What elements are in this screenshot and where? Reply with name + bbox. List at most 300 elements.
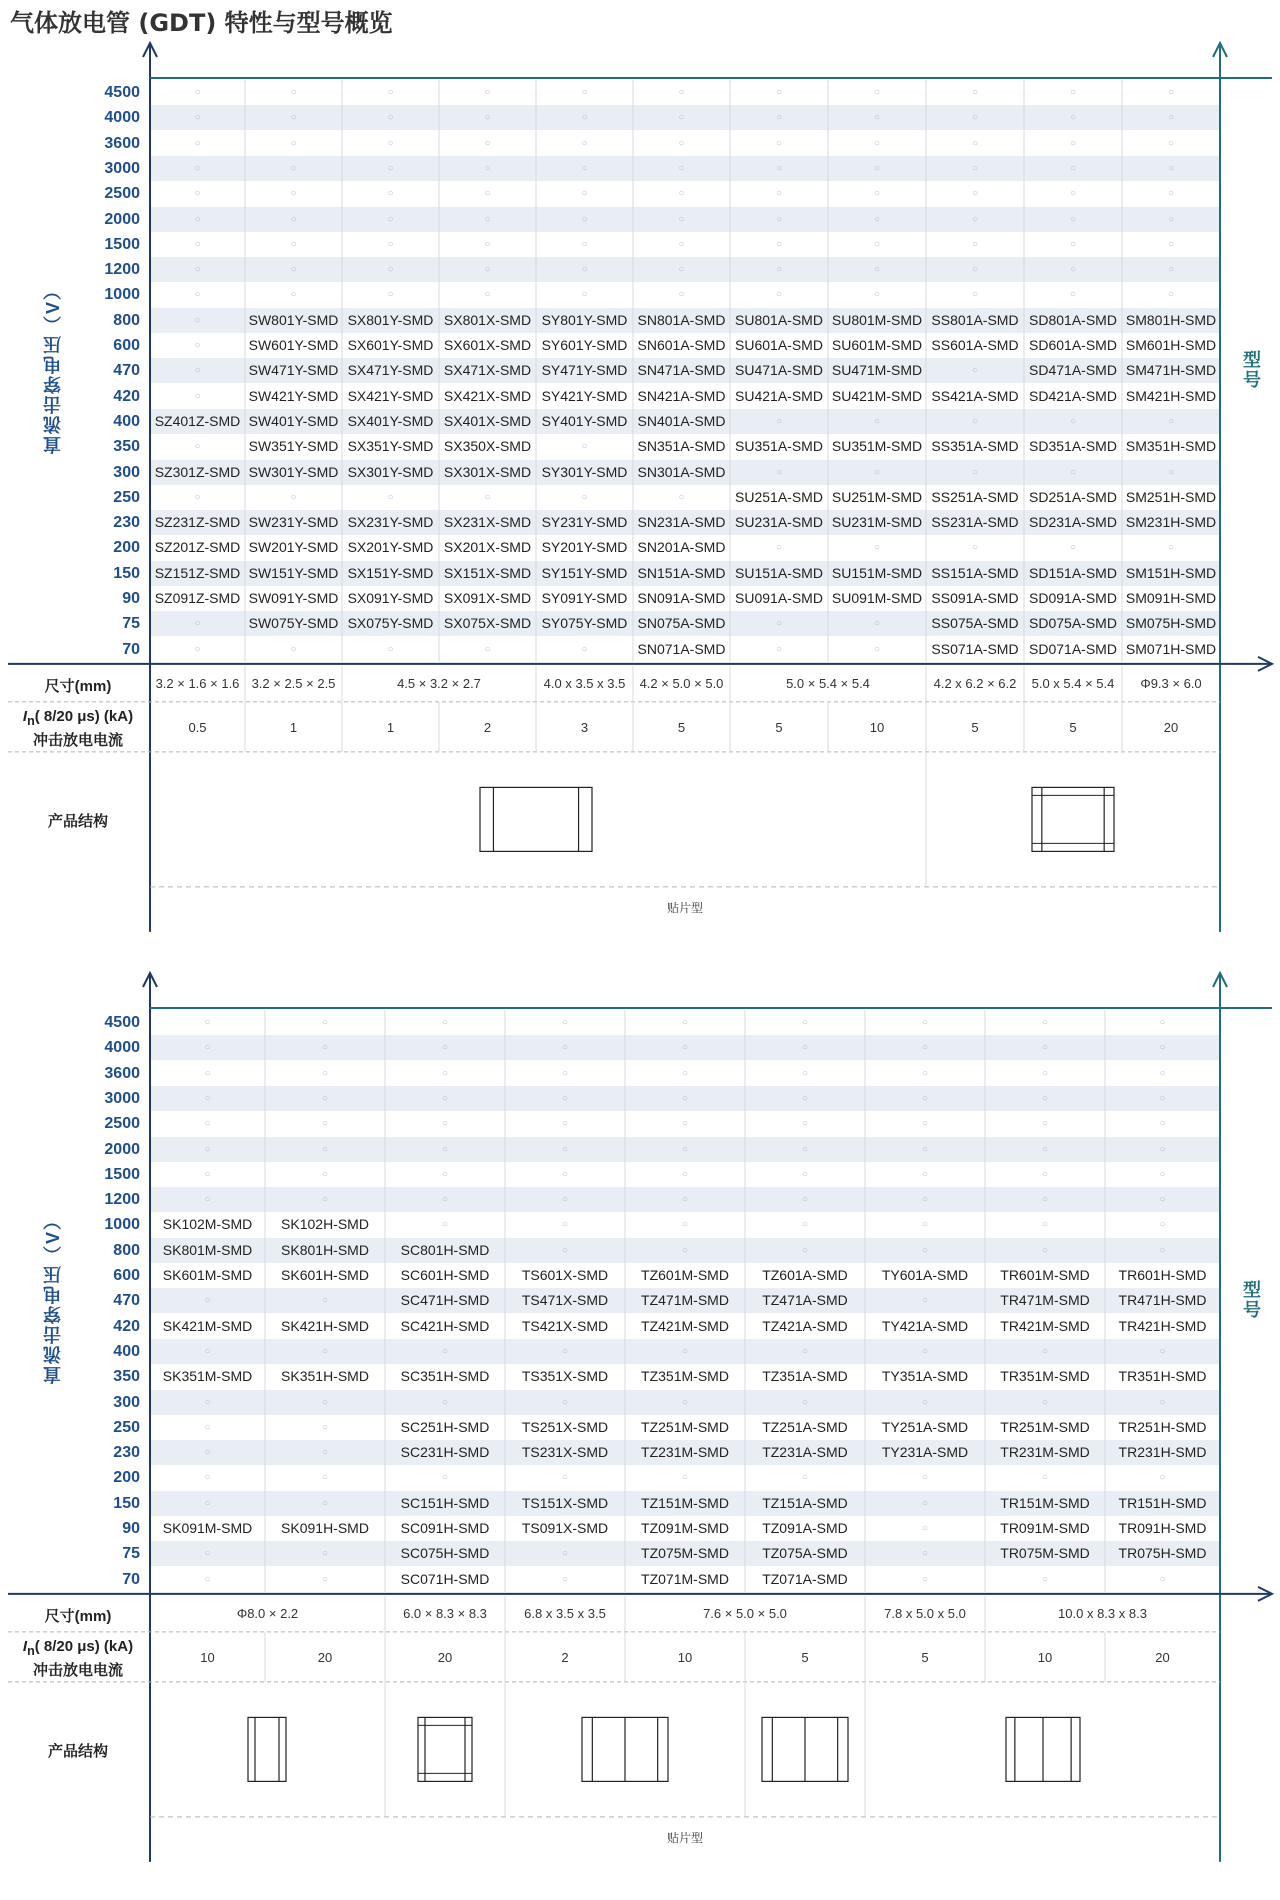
model-cell[interactable]: SN301A-SMD xyxy=(637,463,726,480)
model-cell[interactable]: SS801A-SMD xyxy=(931,311,1019,328)
empty-cell-mark: ○ xyxy=(561,1042,569,1054)
empty-cell-mark: ○ xyxy=(921,1548,929,1560)
model-cell[interactable]: SM351H-SMD xyxy=(1125,438,1217,455)
empty-cell-mark: ○ xyxy=(775,112,783,124)
empty-cell-mark: ○ xyxy=(775,137,783,149)
model-cell[interactable]: TR601M-SMD xyxy=(1000,1267,1090,1283)
empty-cell-mark: ○ xyxy=(801,1472,809,1484)
model-cell[interactable]: TZ231M-SMD xyxy=(641,1444,729,1461)
empty-cell-mark: ○ xyxy=(484,238,491,250)
empty-cell-mark: ○ xyxy=(1041,1092,1049,1104)
model-cell[interactable]: SX201Y-SMD xyxy=(347,539,434,556)
model-cell[interactable]: SK601H-SMD xyxy=(281,1267,369,1283)
model-cell[interactable]: TR601H-SMD xyxy=(1118,1267,1207,1283)
empty-cell-mark: ○ xyxy=(921,1573,929,1585)
model-cell[interactable]: SW075Y-SMD xyxy=(248,615,339,632)
model-cell[interactable]: TZ471M-SMD xyxy=(641,1292,729,1309)
empty-cell-mark: ○ xyxy=(204,1421,211,1433)
model-cell[interactable]: TY421A-SMD xyxy=(881,1317,969,1334)
empty-cell-mark: ○ xyxy=(1069,112,1077,124)
current-row-label xyxy=(8,707,148,750)
model-cell[interactable]: SD075A-SMD xyxy=(1029,615,1117,632)
empty-cell-mark: ○ xyxy=(775,213,783,225)
empty-cell-mark: ○ xyxy=(290,491,297,503)
model-cell[interactable]: SN601A-SMD xyxy=(637,337,726,353)
model-cell[interactable]: TR251H-SMD xyxy=(1118,1418,1207,1435)
model-cell[interactable]: SD421A-SMD xyxy=(1029,387,1117,404)
empty-cell-mark: ○ xyxy=(194,390,201,402)
model-cell[interactable]: SD251A-SMD xyxy=(1029,488,1117,505)
model-cell[interactable]: TR231H-SMD xyxy=(1118,1444,1207,1461)
model-cell[interactable]: SS421A-SMD xyxy=(931,387,1019,404)
model-cell[interactable]: TR421M-SMD xyxy=(1000,1317,1090,1334)
model-cell[interactable]: SK801M-SMD xyxy=(162,1241,253,1258)
model-cell[interactable]: TZ075M-SMD xyxy=(641,1545,729,1562)
model-cell[interactable]: TR471M-SMD xyxy=(1000,1292,1090,1309)
model-cell[interactable]: TR231M-SMD xyxy=(1000,1444,1090,1461)
voltage-tick-label: 400 xyxy=(113,1342,140,1360)
empty-cell-mark: ○ xyxy=(1159,1092,1166,1104)
empty-cell-mark: ○ xyxy=(204,1548,211,1560)
model-cell[interactable]: SW421Y-SMD xyxy=(248,387,339,404)
model-cell[interactable]: SC421H-SMD xyxy=(400,1317,490,1334)
empty-cell-mark: ○ xyxy=(921,1092,929,1104)
model-cell[interactable]: SK091M-SMD xyxy=(162,1520,253,1536)
model-cell[interactable]: SY201Y-SMD xyxy=(541,539,628,556)
size-value: 6.8 x 3.5 x 3.5 xyxy=(524,1605,606,1621)
model-cell[interactable]: SD231A-SMD xyxy=(1029,514,1117,531)
model-cell[interactable]: SX601X-SMD xyxy=(443,337,532,353)
model-cell[interactable]: SX351Y-SMD xyxy=(347,438,434,455)
model-cell[interactable]: SU231A-SMD xyxy=(735,514,823,531)
model-cell[interactable]: SX201X-SMD xyxy=(443,539,532,556)
empty-cell-mark: ○ xyxy=(681,1244,689,1256)
package-type-label: 贴片型 xyxy=(666,900,703,915)
model-cell[interactable]: TR351H-SMD xyxy=(1118,1368,1207,1385)
model-cell[interactable]: SU601M-SMD xyxy=(831,337,923,353)
empty-cell-mark: ○ xyxy=(387,491,394,503)
model-cell[interactable]: SK421M-SMD xyxy=(162,1317,253,1334)
voltage-tick-label: 470 xyxy=(113,1292,140,1310)
model-cell[interactable]: TR075H-SMD xyxy=(1118,1545,1207,1562)
model-cell[interactable]: SX350X-SMD xyxy=(443,438,532,455)
model-cell[interactable]: SW201Y-SMD xyxy=(248,539,339,556)
model-cell[interactable]: SW301Y-SMD xyxy=(248,463,339,480)
empty-cell-mark: ○ xyxy=(1069,213,1077,225)
model-cell[interactable]: SM071H-SMD xyxy=(1125,640,1217,657)
smd-structure-rect-icon xyxy=(480,787,592,851)
model-cell[interactable]: SX301Y-SMD xyxy=(347,463,434,480)
empty-cell-mark: ○ xyxy=(681,1067,689,1079)
current-value: 2 xyxy=(561,1649,569,1665)
model-cell[interactable]: SZ091Z-SMD xyxy=(154,590,241,606)
model-cell[interactable]: TZ075A-SMD xyxy=(762,1545,848,1562)
model-cell[interactable]: TR471H-SMD xyxy=(1118,1292,1207,1309)
empty-cell-mark: ○ xyxy=(581,491,588,503)
empty-cell-mark: ○ xyxy=(775,289,783,301)
model-cell[interactable]: SX091Y-SMD xyxy=(347,590,434,606)
model-cell[interactable]: TZ351A-SMD xyxy=(762,1368,848,1385)
model-cell[interactable]: SX231Y-SMD xyxy=(347,514,434,531)
model-cell[interactable]: SU421A-SMD xyxy=(735,387,823,404)
model-cell[interactable]: SS091A-SMD xyxy=(931,590,1019,606)
model-cell[interactable]: TR421H-SMD xyxy=(1118,1317,1207,1334)
empty-cell-mark: ○ xyxy=(873,466,881,478)
model-cell[interactable]: SY231Y-SMD xyxy=(541,514,628,531)
empty-cell-mark: ○ xyxy=(1041,1219,1049,1231)
model-cell[interactable]: SX401X-SMD xyxy=(443,412,532,429)
model-cell[interactable]: TZ601M-SMD xyxy=(641,1267,729,1283)
empty-cell-mark: ○ xyxy=(1167,264,1175,276)
model-cell[interactable]: SU151M-SMD xyxy=(831,564,923,581)
model-cell[interactable]: SK091H-SMD xyxy=(281,1520,369,1536)
model-cell[interactable]: SU151A-SMD xyxy=(735,564,823,581)
model-cell[interactable]: SU801A-SMD xyxy=(735,311,823,328)
model-cell[interactable]: SY401Y-SMD xyxy=(541,412,628,429)
empty-cell-mark: ○ xyxy=(681,1472,689,1484)
empty-cell-mark: ○ xyxy=(484,162,491,174)
size-row-label: 尺寸(mm) xyxy=(44,677,112,695)
model-cell[interactable]: TR151M-SMD xyxy=(1000,1494,1090,1511)
empty-cell-mark: ○ xyxy=(775,162,783,174)
model-cell[interactable]: SU351A-SMD xyxy=(735,438,823,455)
model-cell[interactable]: SM151H-SMD xyxy=(1125,564,1217,581)
model-cell[interactable]: TS351X-SMD xyxy=(521,1368,609,1385)
empty-cell-mark: ○ xyxy=(1041,1244,1049,1256)
model-cell[interactable]: SN091A-SMD xyxy=(637,590,726,606)
empty-cell-mark: ○ xyxy=(387,137,394,149)
model-cell[interactable]: SU251A-SMD xyxy=(735,488,823,505)
model-cell[interactable]: SM421H-SMD xyxy=(1125,387,1217,404)
model-cell[interactable]: SW601Y-SMD xyxy=(248,337,339,353)
model-cell[interactable]: SS351A-SMD xyxy=(931,438,1019,455)
model-cell[interactable]: SS075A-SMD xyxy=(931,615,1019,632)
model-cell[interactable]: SK421H-SMD xyxy=(281,1317,369,1334)
empty-cell-mark: ○ xyxy=(971,87,979,98)
empty-cell-mark: ○ xyxy=(387,87,394,98)
model-cell[interactable]: SU091M-SMD xyxy=(831,590,923,606)
empty-cell-mark: ○ xyxy=(290,87,297,98)
empty-cell-mark: ○ xyxy=(971,238,979,250)
model-cell[interactable]: TZ251A-SMD xyxy=(762,1418,848,1435)
model-cell[interactable]: SY075Y-SMD xyxy=(541,615,628,632)
model-cell[interactable]: SX421Y-SMD xyxy=(347,387,434,404)
empty-cell-mark: ○ xyxy=(561,1017,569,1028)
model-cell[interactable]: SN401A-SMD xyxy=(637,412,726,429)
model-cell[interactable]: SD351A-SMD xyxy=(1029,438,1117,455)
model-cell[interactable]: SK801H-SMD xyxy=(281,1241,369,1258)
model-cell[interactable]: SN201A-SMD xyxy=(637,539,726,556)
empty-cell-mark: ○ xyxy=(681,1017,689,1028)
model-cell[interactable]: SX075Y-SMD xyxy=(347,615,434,632)
size-value-merged: 4.5 × 3.2 × 2.7 xyxy=(397,675,481,691)
voltage-tick-label: 470 xyxy=(113,362,140,380)
model-cell[interactable]: SW231Y-SMD xyxy=(248,514,339,531)
voltage-tick-label: 1200 xyxy=(104,261,140,279)
model-cell[interactable]: TZ471A-SMD xyxy=(762,1292,848,1309)
empty-cell-mark: ○ xyxy=(1167,188,1175,200)
empty-cell-mark: ○ xyxy=(194,137,201,149)
empty-cell-mark: ○ xyxy=(1167,87,1175,98)
model-cell[interactable]: TZ351M-SMD xyxy=(641,1368,729,1385)
empty-cell-mark: ○ xyxy=(678,137,685,149)
model-cell[interactable]: SS151A-SMD xyxy=(931,564,1019,581)
model-cell[interactable]: TS231X-SMD xyxy=(521,1444,609,1461)
model-cell[interactable]: SD471A-SMD xyxy=(1029,362,1117,379)
smd-structure-square-icon xyxy=(418,1717,472,1781)
model-cell[interactable]: TY251A-SMD xyxy=(881,1418,969,1435)
model-cell[interactable]: TR091M-SMD xyxy=(1000,1520,1090,1536)
model-cell[interactable]: SW091Y-SMD xyxy=(248,590,339,606)
current-value: 1 xyxy=(289,719,298,735)
empty-cell-mark: ○ xyxy=(678,162,685,174)
model-cell[interactable]: SY421Y-SMD xyxy=(541,387,628,404)
size-value: 4.0 x 3.5 x 3.5 xyxy=(543,675,626,691)
model-cell[interactable]: SX801Y-SMD xyxy=(347,311,434,328)
empty-cell-mark: ○ xyxy=(678,188,685,200)
model-cell[interactable]: SX471X-SMD xyxy=(443,362,532,379)
model-cell[interactable]: SZ151Z-SMD xyxy=(154,564,241,581)
model-cell[interactable]: SK601M-SMD xyxy=(162,1267,253,1283)
model-cell[interactable]: SU421M-SMD xyxy=(831,387,923,404)
empty-cell-mark: ○ xyxy=(1069,264,1077,276)
model-cell[interactable]: SY301Y-SMD xyxy=(541,463,628,480)
model-cell[interactable]: SN801A-SMD xyxy=(637,311,726,328)
size-value: 4.2 × 5.0 × 5.0 xyxy=(639,675,724,691)
empty-cell-mark: ○ xyxy=(290,643,297,655)
model-cell[interactable]: SU801M-SMD xyxy=(831,311,923,328)
model-cell[interactable]: SX601Y-SMD xyxy=(347,337,434,353)
voltage-tick-label: 350 xyxy=(113,1368,140,1386)
voltage-tick-label: 200 xyxy=(113,539,140,557)
model-cell[interactable]: SN075A-SMD xyxy=(637,615,726,632)
model-cell[interactable]: SX401Y-SMD xyxy=(347,412,434,429)
model-cell[interactable]: TY601A-SMD xyxy=(881,1267,969,1283)
model-cell[interactable]: SY151Y-SMD xyxy=(541,564,628,581)
empty-cell-mark: ○ xyxy=(801,1194,809,1206)
voltage-tick-label: 200 xyxy=(113,1469,140,1487)
model-cell[interactable]: TS151X-SMD xyxy=(521,1494,609,1511)
empty-cell-mark: ○ xyxy=(921,1219,929,1231)
empty-cell-mark: ○ xyxy=(561,1244,569,1256)
model-cell[interactable]: SX091X-SMD xyxy=(443,590,532,606)
current-symbol: I xyxy=(22,707,28,725)
model-cell[interactable]: SN071A-SMD xyxy=(637,640,726,657)
model-cell[interactable]: SU471A-SMD xyxy=(735,362,823,379)
model-cell[interactable]: SS251A-SMD xyxy=(931,488,1019,505)
empty-cell-mark: ○ xyxy=(484,137,491,149)
voltage-tick-label: 150 xyxy=(113,564,140,582)
model-cell[interactable]: SC351H-SMD xyxy=(400,1368,490,1385)
model-cell[interactable]: SY471Y-SMD xyxy=(541,362,628,379)
empty-cell-mark: ○ xyxy=(204,1067,211,1079)
model-cell[interactable]: SX471Y-SMD xyxy=(347,362,434,379)
model-cell[interactable]: SX075X-SMD xyxy=(443,615,532,632)
model-cell[interactable]: TZ151A-SMD xyxy=(762,1494,848,1511)
model-cell[interactable]: SW801Y-SMD xyxy=(248,311,339,328)
model-cell[interactable]: TZ601A-SMD xyxy=(762,1267,848,1283)
empty-cell-mark: ○ xyxy=(921,1396,929,1408)
empty-cell-mark: ○ xyxy=(204,1573,211,1585)
model-cell[interactable]: SM251H-SMD xyxy=(1125,488,1217,505)
empty-cell-mark: ○ xyxy=(441,1143,449,1155)
model-cell[interactable]: TS251X-SMD xyxy=(521,1418,609,1435)
empty-cell-mark: ○ xyxy=(873,542,881,554)
model-cell[interactable]: SN351A-SMD xyxy=(637,438,726,455)
model-cell[interactable]: SC601H-SMD xyxy=(400,1267,490,1283)
model-cell[interactable]: SC801H-SMD xyxy=(400,1241,490,1258)
model-cell[interactable]: SY601Y-SMD xyxy=(541,337,628,353)
voltage-tick-label: 800 xyxy=(113,1241,140,1259)
model-cell[interactable]: TR151H-SMD xyxy=(1118,1494,1207,1511)
model-cell[interactable]: SC251H-SMD xyxy=(400,1418,490,1435)
model-cell[interactable]: TS471X-SMD xyxy=(521,1292,609,1309)
empty-cell-mark: ○ xyxy=(921,1118,929,1130)
model-cell[interactable]: SC471H-SMD xyxy=(400,1292,490,1309)
structure-row-label: 产品结构 xyxy=(47,1743,108,1761)
empty-cell-mark: ○ xyxy=(387,112,394,124)
model-cell[interactable]: SC231H-SMD xyxy=(400,1444,490,1461)
model-cell[interactable]: TZ091A-SMD xyxy=(762,1520,848,1536)
model-cell[interactable]: SX421X-SMD xyxy=(443,387,532,404)
model-cell[interactable]: SC151H-SMD xyxy=(400,1494,490,1511)
empty-cell-mark: ○ xyxy=(561,1168,569,1180)
empty-cell-mark: ○ xyxy=(921,1017,929,1028)
model-cell[interactable]: SD601A-SMD xyxy=(1029,337,1117,353)
empty-cell-mark: ○ xyxy=(290,264,297,276)
model-cell[interactable]: SU601A-SMD xyxy=(735,337,823,353)
model-cell[interactable]: TR091H-SMD xyxy=(1118,1520,1207,1536)
model-cell[interactable]: TS091X-SMD xyxy=(521,1520,609,1536)
empty-cell-mark: ○ xyxy=(1159,1194,1166,1206)
model-cell[interactable]: SK351M-SMD xyxy=(162,1368,253,1385)
model-cell[interactable]: SW351Y-SMD xyxy=(248,438,339,455)
empty-cell-mark: ○ xyxy=(441,1092,449,1104)
model-cell[interactable]: SN151A-SMD xyxy=(637,564,726,581)
model-cell[interactable]: TS421X-SMD xyxy=(521,1317,609,1334)
model-cell[interactable]: SZ201Z-SMD xyxy=(154,539,241,556)
voltage-tick-label: 90 xyxy=(122,590,140,607)
structure-row-label: 产品结构 xyxy=(47,813,108,831)
model-cell[interactable]: TR075M-SMD xyxy=(1000,1545,1090,1562)
model-cell[interactable]: SN231A-SMD xyxy=(637,514,726,531)
model-cell[interactable]: SC071H-SMD xyxy=(400,1570,490,1587)
empty-cell-mark: ○ xyxy=(441,1219,449,1231)
empty-cell-mark: ○ xyxy=(204,1345,211,1357)
model-cell[interactable]: SK351H-SMD xyxy=(281,1368,369,1385)
model-cell[interactable]: TZ071M-SMD xyxy=(641,1570,729,1587)
model-cell[interactable]: TY351A-SMD xyxy=(881,1368,969,1385)
voltage-tick-label: 2000 xyxy=(104,210,140,228)
size-value: 4.2 x 6.2 × 6.2 xyxy=(933,675,1017,691)
model-cell[interactable]: SD151A-SMD xyxy=(1029,564,1117,581)
model-cell[interactable]: SC091H-SMD xyxy=(400,1520,490,1536)
model-cell[interactable]: SN471A-SMD xyxy=(637,362,726,379)
empty-cell-mark: ○ xyxy=(561,1092,569,1104)
model-cell[interactable]: TZ071A-SMD xyxy=(762,1570,848,1587)
model-cell[interactable]: SY801Y-SMD xyxy=(541,311,628,328)
empty-cell-mark: ○ xyxy=(321,1067,329,1079)
voltage-tick-label: 3600 xyxy=(104,1064,140,1082)
smd-structure-cylinder-icon xyxy=(1032,787,1114,851)
empty-cell-mark: ○ xyxy=(561,1548,569,1560)
empty-cell-mark: ○ xyxy=(678,112,685,124)
empty-cell-mark: ○ xyxy=(484,188,491,200)
model-cell[interactable]: SZ301Z-SMD xyxy=(154,463,241,480)
model-cell[interactable]: SS601A-SMD xyxy=(931,337,1019,353)
model-cell[interactable]: TY231A-SMD xyxy=(881,1444,969,1461)
model-cell[interactable]: SM075H-SMD xyxy=(1125,615,1217,632)
model-cell[interactable]: SM091H-SMD xyxy=(1125,590,1217,606)
model-cell[interactable]: SX151Y-SMD xyxy=(347,564,434,581)
empty-cell-mark: ○ xyxy=(681,1194,689,1206)
model-cell[interactable]: SX801X-SMD xyxy=(443,311,532,328)
model-cell[interactable]: SW151Y-SMD xyxy=(248,564,339,581)
model-cell[interactable]: SD071A-SMD xyxy=(1029,640,1117,657)
empty-cell-mark: ○ xyxy=(1159,1345,1166,1357)
model-cell[interactable]: SU091A-SMD xyxy=(735,590,823,606)
model-cell[interactable]: SC075H-SMD xyxy=(400,1545,490,1562)
model-cell[interactable]: SU351M-SMD xyxy=(831,438,923,455)
model-cell[interactable]: SU231M-SMD xyxy=(831,514,923,531)
model-cell[interactable]: TR351M-SMD xyxy=(1000,1368,1090,1385)
voltage-tick-label: 150 xyxy=(113,1494,140,1512)
model-cell[interactable]: SX151X-SMD xyxy=(443,564,532,581)
empty-cell-mark: ○ xyxy=(321,1042,329,1054)
model-cell[interactable]: SS071A-SMD xyxy=(931,640,1019,657)
model-cell[interactable]: TZ091M-SMD xyxy=(641,1520,729,1536)
empty-cell-mark: ○ xyxy=(194,112,201,124)
model-cell[interactable]: SK102H-SMD xyxy=(281,1216,369,1233)
model-cell[interactable]: SK102M-SMD xyxy=(162,1216,253,1233)
model-cell[interactable]: TS601X-SMD xyxy=(521,1267,609,1283)
empty-cell-mark: ○ xyxy=(441,1345,449,1357)
model-cell[interactable]: SX301X-SMD xyxy=(443,463,532,480)
model-cell[interactable]: SD091A-SMD xyxy=(1029,590,1117,606)
model-cell[interactable]: SU251M-SMD xyxy=(831,488,923,505)
model-cell[interactable]: SS231A-SMD xyxy=(931,514,1019,531)
model-cell[interactable]: SW471Y-SMD xyxy=(248,362,339,379)
empty-cell-mark: ○ xyxy=(681,1118,689,1130)
current-unit: ( 8/20 μs) (kA) xyxy=(34,707,134,725)
model-cell[interactable]: SM231H-SMD xyxy=(1125,514,1217,531)
model-cell[interactable]: SZ231Z-SMD xyxy=(154,514,241,531)
model-cell[interactable]: SU471M-SMD xyxy=(831,362,923,379)
empty-cell-mark: ○ xyxy=(441,1118,449,1130)
model-cell[interactable]: SM601H-SMD xyxy=(1125,337,1217,353)
empty-cell-mark: ○ xyxy=(194,87,201,98)
model-cell[interactable]: TZ421M-SMD xyxy=(641,1317,729,1334)
model-cell[interactable]: SM471H-SMD xyxy=(1125,362,1217,379)
model-cell[interactable]: SM801H-SMD xyxy=(1125,311,1217,328)
model-cell[interactable]: SN421A-SMD xyxy=(637,387,726,404)
model-cell[interactable]: TR251M-SMD xyxy=(1000,1418,1090,1435)
model-cell[interactable]: SX231X-SMD xyxy=(443,514,532,531)
model-cell[interactable]: SZ401Z-SMD xyxy=(154,412,241,429)
gdt-chart-surface-mount-1 xyxy=(0,35,1280,935)
model-cell[interactable]: SD801A-SMD xyxy=(1029,311,1117,328)
model-cell[interactable]: TZ251M-SMD xyxy=(641,1418,729,1435)
model-cell[interactable]: TZ151M-SMD xyxy=(641,1494,729,1511)
empty-cell-mark: ○ xyxy=(321,1573,329,1585)
model-cell[interactable]: SY091Y-SMD xyxy=(541,590,628,606)
model-cell[interactable]: SW401Y-SMD xyxy=(248,412,339,429)
empty-cell-mark: ○ xyxy=(971,112,979,124)
model-cell[interactable]: TZ231A-SMD xyxy=(762,1444,848,1461)
empty-cell-mark: ○ xyxy=(873,137,881,149)
model-cell[interactable]: TZ421A-SMD xyxy=(762,1317,848,1334)
empty-cell-mark: ○ xyxy=(678,289,685,301)
